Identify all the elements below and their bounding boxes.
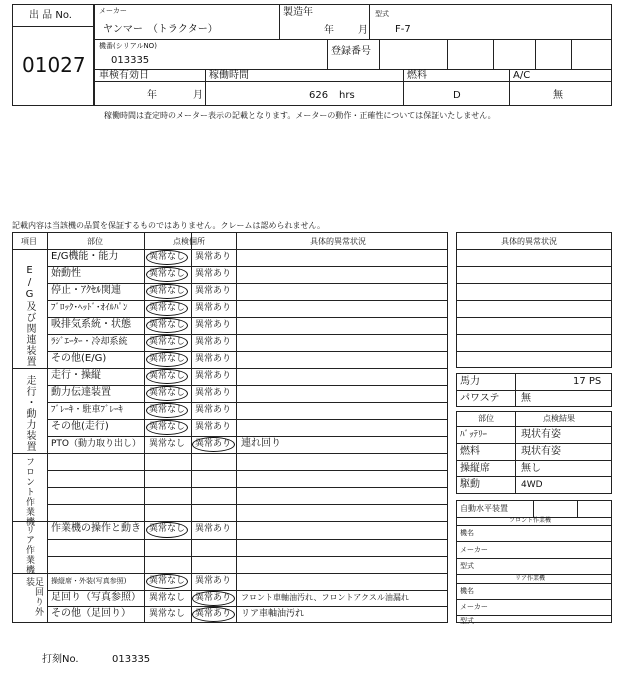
abnormal-option[interactable]: 異常あり (195, 354, 232, 364)
month-unit: 月 (358, 25, 368, 36)
normal-option[interactable]: 異常なし (149, 252, 186, 262)
abnormal-option[interactable]: 異常あり (195, 337, 232, 347)
auto-level-label: 自動水平装置 (460, 504, 508, 513)
inspection-label: 車検有効日 (99, 70, 149, 81)
row-part: ﾌﾞﾛｯｸ･ﾍｯﾄﾞ･ｵｲﾙﾊﾟﾝ (51, 303, 128, 313)
inspection-year: 年 (147, 90, 157, 101)
normal-option[interactable]: 異常なし (149, 524, 186, 534)
row-detail: フロント車軸油汚れ、フロントアクスル油漏れ (241, 593, 409, 602)
group-rear: リア作業機 (24, 525, 34, 575)
abnormal-option[interactable]: 異常あり (195, 388, 232, 398)
row-part: その他(走行) (51, 421, 109, 432)
front-model-label: 型式 (460, 562, 474, 570)
spec-box (94, 4, 612, 106)
battery-value: 現状有姿 (521, 429, 561, 440)
year-label: 製造年 (283, 7, 313, 18)
normal-option[interactable]: 異常なし (149, 388, 186, 398)
normal-option[interactable]: 異常なし (149, 609, 186, 619)
inspection-month: 月 (193, 90, 203, 101)
rear-model-label: 型式 (460, 617, 474, 625)
normal-option[interactable]: 異常なし (149, 593, 186, 603)
normal-option[interactable]: 異常なし (149, 303, 186, 313)
group-travel: 走行・動力装置 (24, 375, 35, 452)
serial-label: 機番(シリアルNO) (99, 42, 157, 50)
row-part: ﾌﾞﾚｰｷ・駐車ﾌﾞﾚｰｷ (51, 405, 124, 415)
hp-label: 馬力 (460, 376, 480, 387)
disclaimer: 記載内容は当該機の品質を保証するものではありません。クレームは認められません。 (12, 221, 325, 230)
abnormal-option[interactable]: 異常あり (195, 609, 232, 619)
normal-option[interactable]: 異常なし (149, 439, 186, 449)
normal-option[interactable]: 異常なし (149, 320, 186, 330)
group-front: フロント作業機 (24, 457, 34, 527)
result-header: 点検結果 (543, 414, 575, 423)
battery-label: ﾊﾞｯﾃﾘｰ (460, 430, 488, 440)
rear-maker-label: メーカー (460, 603, 488, 611)
part-header: 部位 (478, 414, 494, 423)
normal-option[interactable]: 異常なし (149, 286, 186, 296)
normal-option[interactable]: 異常なし (149, 354, 186, 364)
row-part: PTO（動力取り出し） (51, 439, 142, 449)
abnormal-option[interactable]: 異常あり (195, 405, 232, 415)
abnormal-option[interactable]: 異常あり (195, 593, 232, 603)
registration-label: 登録番号 (331, 46, 371, 57)
col-check-header: 点検個所 (173, 237, 205, 246)
col-item-header: 項目 (21, 237, 37, 246)
side-detail-panel (456, 232, 612, 368)
row-part: 停止・ｱｸｾﾙ関連 (51, 285, 121, 296)
row-part: 足回り（写真参照） (51, 592, 141, 603)
drive-label: 駆動 (460, 479, 480, 490)
ac-label: A/C (513, 70, 531, 81)
maker-value: ヤンマー （トラクター） (103, 24, 218, 35)
row-part: 吸排気系統・状態 (51, 319, 131, 330)
lot-number: 01027 (22, 53, 86, 77)
hours-value: 626 (309, 90, 329, 101)
group-exterior: 足回り外装 (24, 577, 43, 617)
fuel-side-value: 現状有姿 (521, 446, 561, 457)
normal-option[interactable]: 異常なし (149, 405, 186, 415)
cabin-label: 操縦席 (460, 463, 490, 474)
ps-label: パワステ (460, 393, 500, 404)
stamp-value: 013335 (112, 654, 151, 665)
row-part: 操縦席・外装(写真参照) (51, 577, 127, 585)
hours-label: 稼働時間 (209, 70, 249, 81)
cabin-value: 無し (521, 463, 541, 474)
stamp-label: 打刻No. (42, 654, 79, 665)
fuel-label: 燃料 (407, 70, 427, 81)
row-part: 作業機の操作と動き (51, 523, 141, 534)
front-name-label: 機名 (460, 529, 474, 537)
row-part: 始動性 (51, 268, 81, 279)
rear-name-label: 機名 (460, 587, 474, 595)
abnormal-option[interactable]: 異常あり (195, 252, 232, 262)
row-detail: リア車軸油汚れ (241, 609, 305, 619)
normal-option[interactable]: 異常なし (149, 269, 186, 279)
fuel-value: D (453, 90, 461, 101)
side-detail-header: 具体的異常状況 (501, 237, 557, 246)
row-part: 動力伝達装置 (51, 387, 111, 398)
normal-option[interactable]: 異常なし (149, 371, 186, 381)
hp-panel (456, 373, 612, 407)
abnormal-option[interactable]: 異常あり (195, 422, 232, 432)
row-part: ﾗｼﾞｴｰﾀｰ・冷却系統 (51, 337, 128, 347)
abnormal-option[interactable]: 異常あり (195, 269, 232, 279)
abnormal-option[interactable]: 異常あり (195, 320, 232, 330)
inspection-table (12, 232, 448, 623)
front-implement-header: フロント作業機 (509, 517, 552, 524)
hours-note: 稼働時間は査定時のメーター表示の記載となります。メーターの動作・正確性については保証いたしません。 (104, 111, 496, 120)
result-panel (456, 411, 612, 494)
serial-value: 013335 (111, 55, 150, 66)
abnormal-option[interactable]: 異常あり (195, 439, 232, 449)
row-part: その他（足回り） (51, 608, 131, 619)
row-part: E/G機能・能力 (51, 251, 119, 262)
normal-option[interactable]: 異常なし (149, 422, 186, 432)
col-detail-header: 具体的異常状況 (310, 237, 366, 246)
ps-value: 無 (521, 393, 531, 404)
maker-label: メーカー (99, 7, 127, 15)
ac-value: 無 (553, 90, 563, 101)
hours-unit: hrs (339, 90, 355, 101)
abnormal-option[interactable]: 異常あり (195, 303, 232, 313)
model-label: 型式 (375, 10, 389, 18)
lot-box (12, 4, 94, 106)
rear-implement-header: リア作業機 (515, 575, 546, 582)
row-detail: 連れ回り (241, 438, 281, 449)
group-engine: E/G及び関連装置 (24, 265, 35, 367)
hp-value: 17 PS (573, 376, 602, 387)
abnormal-option[interactable]: 異常あり (195, 524, 232, 534)
lot-label: 出 品 No. (29, 10, 72, 21)
row-part: その他(E/G) (51, 353, 107, 364)
fuel-side-label: 燃料 (460, 446, 480, 457)
abnormal-option[interactable]: 異常あり (195, 576, 232, 586)
abnormal-option[interactable]: 異常あり (195, 371, 232, 381)
normal-option[interactable]: 異常なし (149, 337, 186, 347)
normal-option[interactable]: 異常なし (149, 576, 186, 586)
year-unit: 年 (324, 25, 334, 36)
model-value: F-7 (395, 24, 411, 35)
row-part: 走行・操縦 (51, 370, 101, 381)
implement-panel (456, 500, 612, 623)
front-maker-label: メーカー (460, 546, 488, 554)
drive-value: 4WD (521, 480, 543, 490)
col-part-header: 部位 (87, 237, 103, 246)
abnormal-option[interactable]: 異常あり (195, 286, 232, 296)
